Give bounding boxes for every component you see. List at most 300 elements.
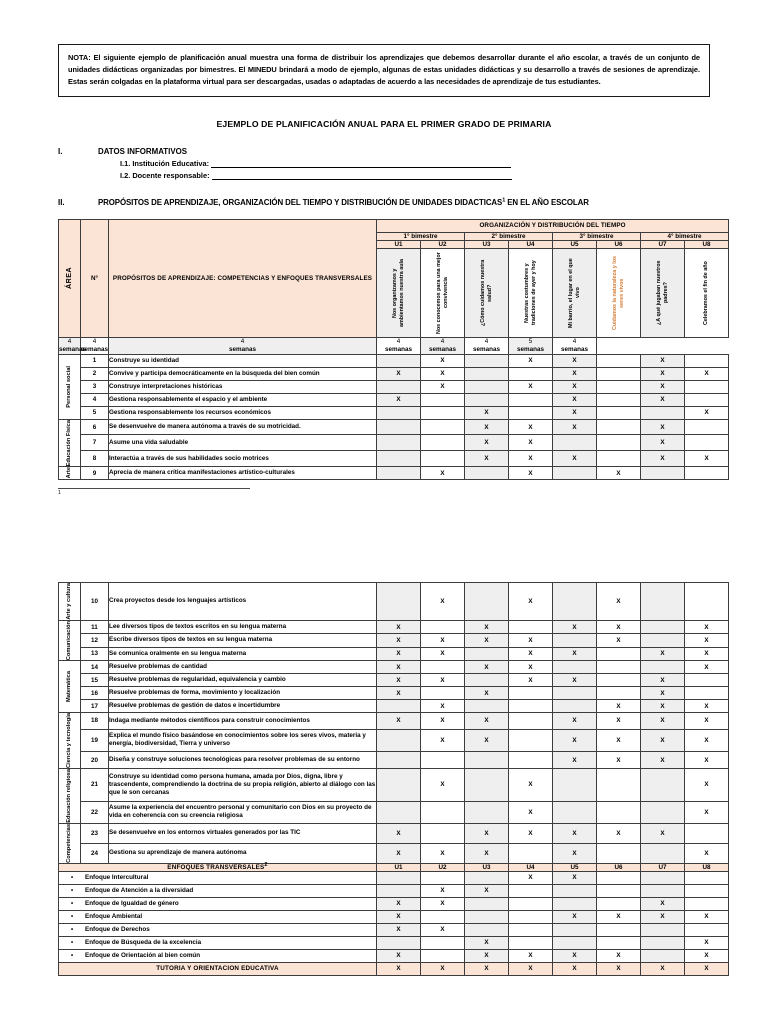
mark-cell-u2[interactable]: X xyxy=(421,674,465,687)
mark-cell-u7[interactable]: X xyxy=(641,435,685,451)
mark-cell-u1[interactable]: X xyxy=(377,647,421,660)
mark-cell-u1[interactable] xyxy=(377,752,421,769)
mark-cell-u5[interactable]: X xyxy=(553,451,597,467)
enfoques-band-row xyxy=(59,863,729,871)
field-blank-line[interactable] xyxy=(211,160,511,168)
mark-cell-u6[interactable] xyxy=(597,367,641,380)
mark-cell-u3[interactable] xyxy=(465,752,509,769)
mark-cell-u6[interactable]: X xyxy=(597,823,641,843)
mark-cell-u1[interactable] xyxy=(377,467,421,480)
mark-cell-u7[interactable]: X xyxy=(641,367,685,380)
mark-cell-u8[interactable] xyxy=(685,823,729,843)
mark-cell-u5[interactable]: X xyxy=(553,380,597,393)
mark-cell-u5[interactable] xyxy=(553,769,597,802)
mark-cell-u2[interactable]: X xyxy=(421,367,465,380)
mark-cell-u4[interactable] xyxy=(509,713,553,730)
mark-cell-u2[interactable]: X xyxy=(421,647,465,660)
enfoque-mark-u6[interactable] xyxy=(597,871,641,884)
enfoque-mark-u6[interactable] xyxy=(597,884,641,897)
weeks-word: semanas xyxy=(517,345,544,353)
mark-cell-u3[interactable]: X xyxy=(465,634,509,647)
mark-cell-u3[interactable]: X xyxy=(465,620,509,633)
mark-cell-u2[interactable]: X xyxy=(421,467,465,480)
table-row xyxy=(59,393,729,406)
tutoria-mark-u4[interactable]: X xyxy=(509,962,553,975)
enfoque-mark-u3[interactable] xyxy=(465,897,509,910)
mark-cell-u3[interactable]: X xyxy=(465,406,509,419)
table-row xyxy=(59,583,729,621)
mark-cell-u2[interactable]: X xyxy=(421,583,465,621)
mark-cell-u2[interactable] xyxy=(421,435,465,451)
mark-cell-u1[interactable]: X xyxy=(377,393,421,406)
mark-cell-u3[interactable]: X xyxy=(465,823,509,843)
mark-cell-u5[interactable] xyxy=(553,687,597,700)
mark-cell-u1[interactable] xyxy=(377,769,421,802)
mark-cell-u6[interactable] xyxy=(597,406,641,419)
mark-cell-u6[interactable]: X xyxy=(597,620,641,633)
mark-cell-u5[interactable]: X xyxy=(553,674,597,687)
mark-cell-u4[interactable]: X xyxy=(509,674,553,687)
row-number: 22 xyxy=(81,801,109,823)
table-row xyxy=(59,620,729,633)
enfoque-mark-u8[interactable] xyxy=(685,884,729,897)
competency-description: Asume la experiencia del encuentro personal y comunitario con Dios en su proyecto de vida en coherencia con su creencia religiosa xyxy=(109,801,377,823)
mark-cell-u8[interactable]: X xyxy=(685,801,729,823)
enfoque-mark-u6[interactable] xyxy=(597,923,641,936)
mark-cell-u5[interactable]: X xyxy=(553,620,597,633)
enfoque-mark-u1[interactable] xyxy=(377,884,421,897)
mark-cell-u1[interactable]: X xyxy=(377,634,421,647)
mark-cell-u6[interactable] xyxy=(597,661,641,674)
mark-cell-u8[interactable] xyxy=(685,687,729,700)
mark-cell-u1[interactable] xyxy=(377,801,421,823)
mark-cell-u4[interactable] xyxy=(509,620,553,633)
enfoque-mark-u5[interactable] xyxy=(553,936,597,949)
mark-cell-u4[interactable]: X xyxy=(509,419,553,435)
unit-title-u5 xyxy=(553,248,597,337)
mark-cell-u3[interactable] xyxy=(465,367,509,380)
table-row xyxy=(59,713,729,730)
tutoria-mark-u1[interactable]: X xyxy=(377,962,421,975)
mark-cell-u1[interactable] xyxy=(377,419,421,435)
mark-cell-u2[interactable] xyxy=(421,823,465,843)
enfoque-mark-u2[interactable] xyxy=(421,936,465,949)
mark-cell-u6[interactable] xyxy=(597,393,641,406)
mark-cell-u1[interactable]: X xyxy=(377,823,421,843)
mark-cell-u4[interactable] xyxy=(509,700,553,713)
mark-cell-u7[interactable]: X xyxy=(641,419,685,435)
mark-cell-u7[interactable] xyxy=(641,634,685,647)
mark-cell-u3[interactable] xyxy=(465,700,509,713)
mark-cell-u7[interactable]: X xyxy=(641,823,685,843)
mark-cell-u1[interactable]: X xyxy=(377,620,421,633)
enfoque-mark-u6[interactable]: X xyxy=(597,910,641,923)
enfoque-mark-u1[interactable]: X xyxy=(377,949,421,962)
table-row xyxy=(59,451,729,467)
mark-cell-u5[interactable] xyxy=(553,700,597,713)
mark-cell-u3[interactable]: X xyxy=(465,435,509,451)
mark-cell-u7[interactable]: X xyxy=(641,752,685,769)
tutoria-mark-u2[interactable]: X xyxy=(421,962,465,975)
mark-cell-u3[interactable]: X xyxy=(465,687,509,700)
enfoque-mark-u2[interactable] xyxy=(421,910,465,923)
mark-cell-u5[interactable] xyxy=(553,801,597,823)
mark-cell-u5[interactable] xyxy=(553,634,597,647)
enfoque-label: Enfoque de Orientación al bien común xyxy=(85,952,201,960)
mark-cell-u5[interactable] xyxy=(553,661,597,674)
mark-cell-u1[interactable] xyxy=(377,729,421,751)
section-numeral: II. xyxy=(58,197,65,207)
mark-cell-u3[interactable] xyxy=(465,647,509,660)
mark-cell-u2[interactable] xyxy=(421,661,465,674)
mark-cell-u3[interactable] xyxy=(465,393,509,406)
mark-cell-u8[interactable]: X xyxy=(685,647,729,660)
enfoque-mark-u2[interactable] xyxy=(421,949,465,962)
enfoque-mark-u8[interactable] xyxy=(685,897,729,910)
mark-cell-u6[interactable] xyxy=(597,674,641,687)
mark-cell-u1[interactable]: X xyxy=(377,367,421,380)
unit-title-u8 xyxy=(685,248,729,337)
mark-cell-u6[interactable]: X xyxy=(597,583,641,621)
mark-cell-u8[interactable] xyxy=(685,419,729,435)
table-row xyxy=(59,843,729,863)
tutoria-mark-u7[interactable]: X xyxy=(641,962,685,975)
mark-cell-u4[interactable] xyxy=(509,843,553,863)
mark-cell-u5[interactable]: X xyxy=(553,393,597,406)
mark-cell-u6[interactable] xyxy=(597,380,641,393)
mark-cell-u6[interactable] xyxy=(597,419,641,435)
enfoque-mark-u6[interactable]: X xyxy=(597,949,641,962)
mark-cell-u5[interactable]: X xyxy=(553,843,597,863)
enfoque-mark-u5[interactable] xyxy=(553,884,597,897)
mark-cell-u8[interactable]: X xyxy=(685,367,729,380)
enfoque-mark-u8[interactable]: X xyxy=(685,910,729,923)
enfoque-mark-u4[interactable] xyxy=(509,897,553,910)
mark-cell-u7[interactable]: X xyxy=(641,451,685,467)
enfoque-label: Enfoque de Atención a la diversidad xyxy=(85,887,194,895)
enfoque-mark-u7[interactable] xyxy=(641,884,685,897)
mark-cell-u7[interactable] xyxy=(641,661,685,674)
mark-cell-u4[interactable]: X xyxy=(509,823,553,843)
unit-code-u2: U2 xyxy=(421,240,465,248)
mark-cell-u4[interactable]: X xyxy=(509,354,553,367)
mark-cell-u1[interactable]: X xyxy=(377,687,421,700)
mark-cell-u3[interactable]: X xyxy=(465,843,509,863)
enfoque-mark-u7[interactable]: X xyxy=(641,897,685,910)
enfoque-mark-u2[interactable]: X xyxy=(421,923,465,936)
enfoque-mark-u7[interactable] xyxy=(641,871,685,884)
section-propositos xyxy=(58,198,710,207)
mark-cell-u2[interactable] xyxy=(421,406,465,419)
mark-cell-u7[interactable] xyxy=(641,769,685,802)
enfoque-mark-u3[interactable]: X xyxy=(465,884,509,897)
mark-cell-u6[interactable] xyxy=(597,801,641,823)
enfoque-mark-u1[interactable] xyxy=(377,936,421,949)
mark-cell-u7[interactable]: X xyxy=(641,354,685,367)
mark-cell-u8[interactable] xyxy=(685,435,729,451)
mark-cell-u2[interactable] xyxy=(421,393,465,406)
mark-cell-u3[interactable]: X xyxy=(465,419,509,435)
enfoque-mark-u1[interactable]: X xyxy=(377,923,421,936)
mark-cell-u4[interactable] xyxy=(509,406,553,419)
org-tiempo-header: ORGANIZACIÓN Y DISTRIBUCIÓN DEL TIEMPO xyxy=(377,219,729,232)
mark-cell-u1[interactable] xyxy=(377,406,421,419)
weeks-count: 5 xyxy=(528,337,533,345)
competency-description: Asume una vida saludable xyxy=(109,435,377,451)
page-break-gap xyxy=(58,496,710,582)
enfoque-mark-u1[interactable] xyxy=(377,871,421,884)
enfoque-mark-u4[interactable]: X xyxy=(509,949,553,962)
mark-cell-u3[interactable]: X xyxy=(465,713,509,730)
enfoque-mark-u4[interactable]: X xyxy=(509,871,553,884)
enfoque-mark-u1[interactable]: X xyxy=(377,897,421,910)
area-label-cell xyxy=(59,419,81,466)
mark-cell-u2[interactable] xyxy=(421,687,465,700)
mark-cell-u6[interactable] xyxy=(597,435,641,451)
mark-cell-u5[interactable]: X xyxy=(553,406,597,419)
mark-cell-u6[interactable]: X xyxy=(597,467,641,480)
enfoque-mark-u3[interactable] xyxy=(465,871,509,884)
mark-cell-u7[interactable] xyxy=(641,467,685,480)
enfoque-row xyxy=(59,884,729,897)
mark-cell-u6[interactable]: X xyxy=(597,752,641,769)
competency-description: Gestiona responsablemente el espacio y el ambiente xyxy=(109,393,377,406)
mark-cell-u7[interactable]: X xyxy=(641,713,685,730)
mark-cell-u2[interactable] xyxy=(421,419,465,435)
mark-cell-u8[interactable]: X xyxy=(685,620,729,633)
mark-cell-u3[interactable] xyxy=(465,583,509,621)
mark-cell-u7[interactable]: X xyxy=(641,647,685,660)
mark-cell-u3[interactable] xyxy=(465,380,509,393)
tutoria-mark-u8[interactable]: X xyxy=(685,962,729,975)
mark-cell-u8[interactable] xyxy=(685,674,729,687)
mark-cell-u5[interactable]: X xyxy=(553,419,597,435)
bullet-icon: • xyxy=(70,874,74,881)
mark-cell-u7[interactable]: X xyxy=(641,729,685,751)
mark-cell-u3[interactable]: X xyxy=(465,661,509,674)
mark-cell-u2[interactable]: X xyxy=(421,713,465,730)
enfoque-mark-u5[interactable]: X xyxy=(553,910,597,923)
mark-cell-u2[interactable]: X xyxy=(421,634,465,647)
mark-cell-u1[interactable]: X xyxy=(377,713,421,730)
enfoque-row xyxy=(59,871,729,884)
mark-cell-u1[interactable]: X xyxy=(377,661,421,674)
mark-cell-u2[interactable]: X xyxy=(421,700,465,713)
mark-cell-u2[interactable]: X xyxy=(421,380,465,393)
mark-cell-u8[interactable] xyxy=(685,583,729,621)
mark-cell-u3[interactable] xyxy=(465,674,509,687)
mark-cell-u2[interactable] xyxy=(421,752,465,769)
mark-cell-u6[interactable]: X xyxy=(597,634,641,647)
mark-cell-u1[interactable] xyxy=(377,380,421,393)
mark-cell-u2[interactable]: X xyxy=(421,729,465,751)
enfoque-mark-u7[interactable] xyxy=(641,949,685,962)
table-row xyxy=(59,467,729,480)
footnote-separator xyxy=(58,488,250,489)
mark-cell-u1[interactable]: X xyxy=(377,843,421,863)
mark-cell-u4[interactable]: X xyxy=(509,634,553,647)
mark-cell-u7[interactable]: X xyxy=(641,674,685,687)
mark-cell-u2[interactable]: X xyxy=(421,354,465,367)
enfoque-mark-u5[interactable] xyxy=(553,897,597,910)
enfoque-mark-u5[interactable]: X xyxy=(553,949,597,962)
mark-cell-u2[interactable] xyxy=(421,451,465,467)
mark-cell-u8[interactable]: X xyxy=(685,729,729,751)
mark-cell-u2[interactable]: X xyxy=(421,843,465,863)
competency-description: Construye su identidad como persona humana, amada por Dios, digna, libre y trascendente, comprendiendo la doctrina de su propia religión, abierto al diálogo con las que le son cercanas xyxy=(109,769,377,802)
mark-cell-u5[interactable]: X xyxy=(553,713,597,730)
table-row xyxy=(59,367,729,380)
mark-cell-u5[interactable]: X xyxy=(553,823,597,843)
mark-cell-u4[interactable] xyxy=(509,687,553,700)
mark-cell-u8[interactable] xyxy=(685,380,729,393)
mark-cell-u5[interactable] xyxy=(553,467,597,480)
mark-cell-u4[interactable]: X xyxy=(509,801,553,823)
mark-cell-u4[interactable]: X xyxy=(509,380,553,393)
mark-cell-u4[interactable]: X xyxy=(509,451,553,467)
mark-cell-u4[interactable] xyxy=(509,367,553,380)
mark-cell-u3[interactable] xyxy=(465,801,509,823)
row-number: 16 xyxy=(81,687,109,700)
mark-cell-u2[interactable]: X xyxy=(421,769,465,802)
mark-cell-u4[interactable]: X xyxy=(509,661,553,674)
table-row xyxy=(59,687,729,700)
enfoque-mark-u5[interactable]: X xyxy=(553,871,597,884)
enfoque-mark-u2[interactable] xyxy=(421,871,465,884)
mark-cell-u8[interactable]: X xyxy=(685,451,729,467)
mark-cell-u8[interactable]: X xyxy=(685,713,729,730)
tutoria-mark-u5[interactable]: X xyxy=(553,962,597,975)
mark-cell-u5[interactable]: X xyxy=(553,647,597,660)
enfoque-mark-u3[interactable]: X xyxy=(465,936,509,949)
mark-cell-u6[interactable]: X xyxy=(597,713,641,730)
mark-cell-u7[interactable] xyxy=(641,843,685,863)
mark-cell-u4[interactable]: X xyxy=(509,583,553,621)
mark-cell-u1[interactable]: X xyxy=(377,674,421,687)
competency-description: Construye interpretaciones históricas xyxy=(109,380,377,393)
mark-cell-u6[interactable] xyxy=(597,843,641,863)
mark-cell-u1[interactable] xyxy=(377,700,421,713)
mark-cell-u4[interactable]: X xyxy=(509,647,553,660)
mark-cell-u7[interactable] xyxy=(641,801,685,823)
mark-cell-u8[interactable] xyxy=(685,354,729,367)
enfoque-mark-u7[interactable]: X xyxy=(641,910,685,923)
mark-cell-u6[interactable]: X xyxy=(597,700,641,713)
enfoque-mark-u5[interactable] xyxy=(553,923,597,936)
mark-cell-u7[interactable]: X xyxy=(641,687,685,700)
mark-cell-u4[interactable]: X xyxy=(509,467,553,480)
mark-cell-u5[interactable] xyxy=(553,583,597,621)
mark-cell-u3[interactable] xyxy=(465,354,509,367)
enfoque-mark-u8[interactable]: X xyxy=(685,949,729,962)
mark-cell-u8[interactable]: X xyxy=(685,752,729,769)
mark-cell-u2[interactable] xyxy=(421,801,465,823)
mark-cell-u7[interactable]: X xyxy=(641,380,685,393)
mark-cell-u8[interactable] xyxy=(685,467,729,480)
mark-cell-u5[interactable]: X xyxy=(553,367,597,380)
mark-cell-u7[interactable] xyxy=(641,583,685,621)
enfoque-mark-u8[interactable] xyxy=(685,871,729,884)
enfoque-mark-u1[interactable]: X xyxy=(377,910,421,923)
mark-cell-u7[interactable] xyxy=(641,620,685,633)
mark-cell-u4[interactable] xyxy=(509,729,553,751)
mark-cell-u5[interactable]: X xyxy=(553,354,597,367)
mark-cell-u6[interactable] xyxy=(597,769,641,802)
mark-cell-u3[interactable]: X xyxy=(465,451,509,467)
mark-cell-u1[interactable] xyxy=(377,435,421,451)
enfoque-mark-u8[interactable] xyxy=(685,923,729,936)
mark-cell-u6[interactable]: X xyxy=(597,729,641,751)
mark-cell-u5[interactable]: X xyxy=(553,729,597,751)
mark-cell-u6[interactable] xyxy=(597,687,641,700)
mark-cell-u8[interactable]: X xyxy=(685,700,729,713)
enfoque-mark-u4[interactable] xyxy=(509,884,553,897)
mark-cell-u6[interactable] xyxy=(597,451,641,467)
mark-cell-u1[interactable] xyxy=(377,583,421,621)
mark-cell-u8[interactable]: X xyxy=(685,661,729,674)
enfoque-mark-u3[interactable] xyxy=(465,910,509,923)
mark-cell-u5[interactable]: X xyxy=(553,752,597,769)
mark-cell-u7[interactable]: X xyxy=(641,700,685,713)
mark-cell-u8[interactable]: X xyxy=(685,406,729,419)
mark-cell-u4[interactable] xyxy=(509,752,553,769)
enfoque-mark-u4[interactable] xyxy=(509,936,553,949)
enfoque-mark-u6[interactable] xyxy=(597,897,641,910)
enfoque-mark-u3[interactable]: X xyxy=(465,949,509,962)
enfoque-mark-u7[interactable] xyxy=(641,936,685,949)
enfoque-mark-u3[interactable] xyxy=(465,923,509,936)
weeks-count: 4 xyxy=(572,337,577,345)
mark-cell-u8[interactable]: X xyxy=(685,634,729,647)
mark-cell-u2[interactable] xyxy=(421,620,465,633)
section-datos-informativos xyxy=(58,147,710,180)
enfoque-mark-u6[interactable] xyxy=(597,936,641,949)
field-blank-line[interactable] xyxy=(212,172,512,180)
unit-title-text: Nos conocemos para una mejor convivencia xyxy=(435,252,449,334)
mark-cell-u1[interactable] xyxy=(377,354,421,367)
enfoque-mark-u4[interactable] xyxy=(509,910,553,923)
mark-cell-u7[interactable]: X xyxy=(641,393,685,406)
row-number: 14 xyxy=(81,661,109,674)
enfoque-mark-u2[interactable]: X xyxy=(421,897,465,910)
mark-cell-u3[interactable] xyxy=(465,467,509,480)
enfoque-mark-u2[interactable]: X xyxy=(421,884,465,897)
enfoque-row xyxy=(59,923,729,936)
enfoque-mark-u7[interactable] xyxy=(641,923,685,936)
mark-cell-u8[interactable]: X xyxy=(685,843,729,863)
mark-cell-u6[interactable] xyxy=(597,647,641,660)
mark-cell-u7[interactable] xyxy=(641,406,685,419)
tutoria-mark-u3[interactable]: X xyxy=(465,962,509,975)
mark-cell-u5[interactable] xyxy=(553,435,597,451)
enfoque-mark-u4[interactable] xyxy=(509,923,553,936)
mark-cell-u8[interactable]: X xyxy=(685,769,729,802)
mark-cell-u1[interactable] xyxy=(377,451,421,467)
footnote-marker: 1 xyxy=(58,490,61,497)
mark-cell-u4[interactable]: X xyxy=(509,769,553,802)
mark-cell-u3[interactable] xyxy=(465,769,509,802)
unit-title-u1 xyxy=(377,248,421,337)
mark-cell-u4[interactable] xyxy=(509,393,553,406)
unit-title-u3 xyxy=(465,248,509,337)
mark-cell-u3[interactable]: X xyxy=(465,729,509,751)
tutoria-mark-u6[interactable]: X xyxy=(597,962,641,975)
weeks-count: 4 xyxy=(484,337,489,345)
mark-cell-u4[interactable]: X xyxy=(509,435,553,451)
mark-cell-u6[interactable] xyxy=(597,354,641,367)
mark-cell-u8[interactable] xyxy=(685,393,729,406)
enfoque-mark-u8[interactable]: X xyxy=(685,936,729,949)
